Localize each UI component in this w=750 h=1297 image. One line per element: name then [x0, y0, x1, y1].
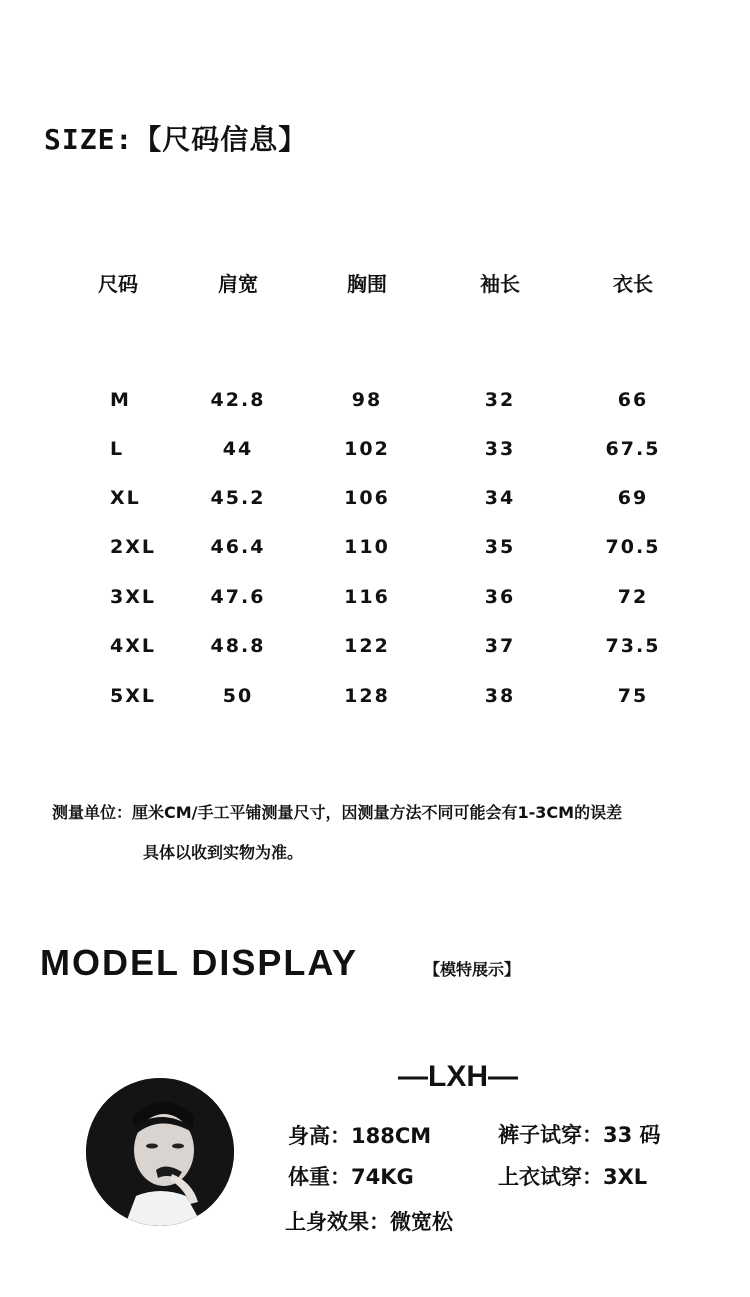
model-display-subtitle: 【模特展示】: [424, 960, 521, 979]
table-row-size: 2XL: [110, 536, 156, 558]
table-header: 肩宽: [218, 272, 258, 296]
model-weight: 体重：74KG: [288, 1165, 414, 1189]
model-avatar: [86, 1078, 234, 1226]
size-title-label: 【尺码信息】: [133, 123, 308, 156]
model-height: 身高：188CM: [288, 1124, 432, 1148]
table-cell: 46.4: [210, 536, 266, 558]
size-title: [44, 118, 307, 158]
model-portrait-icon: [86, 1078, 234, 1226]
table-row-size: M: [110, 389, 131, 411]
table-row-size: XL: [110, 487, 141, 509]
table-cell: 34: [484, 487, 516, 509]
table-cell: 98: [351, 389, 383, 411]
table-cell: 38: [484, 685, 516, 707]
model-display-title: MODEL DISPLAY: [40, 942, 359, 983]
table-cell: 36: [484, 586, 516, 608]
table-cell: 33: [484, 438, 516, 460]
table-cell: 110: [344, 536, 390, 558]
table-row-size: 4XL: [110, 635, 156, 657]
table-cell: 72: [617, 586, 649, 608]
table-cell: 69: [617, 487, 649, 509]
table-row-size: 3XL: [110, 586, 156, 608]
table-cell: 50: [222, 685, 254, 707]
model-fit-effect: 上身效果：微宽松: [285, 1210, 453, 1234]
table-cell: 122: [344, 635, 390, 657]
table-cell: 73.5: [605, 635, 661, 657]
table-cell: 37: [484, 635, 516, 657]
table-header: 袖长: [480, 272, 520, 296]
table-row-size: L: [110, 438, 125, 460]
table-cell: 48.8: [210, 635, 266, 657]
table-cell: 44: [222, 438, 254, 460]
table-cell: 106: [344, 487, 390, 509]
table-cell: 102: [344, 438, 390, 460]
size-title-prefix: SIZE:: [44, 123, 134, 156]
table-cell: 116: [344, 586, 390, 608]
table-header: 衣长: [613, 272, 653, 296]
table-cell: 128: [344, 685, 390, 707]
table-cell: 70.5: [605, 536, 661, 558]
table-cell: 42.8: [210, 389, 266, 411]
model-top-size: 上衣试穿：3XL: [498, 1165, 648, 1189]
table-header: 胸围: [347, 272, 387, 296]
model-pants-size: 裤子试穿：33 码: [498, 1123, 661, 1147]
table-cell: 35: [484, 536, 516, 558]
measure-note-line2: 具体以收到实物为准。: [143, 843, 304, 862]
table-header: 尺码: [98, 272, 138, 296]
table-cell: 32: [484, 389, 516, 411]
table-cell: 67.5: [605, 438, 661, 460]
table-row-size: 5XL: [110, 685, 156, 707]
table-cell: 75: [617, 685, 649, 707]
table-cell: 47.6: [210, 586, 266, 608]
table-cell: 45.2: [210, 487, 266, 509]
table-cell: 66: [617, 389, 649, 411]
model-name: —LXH—: [398, 1060, 518, 1093]
measure-note-line1: 测量单位：厘米CM/手工平铺测量尺寸，因测量方法不同可能会有1-3CM的误差: [52, 803, 623, 822]
